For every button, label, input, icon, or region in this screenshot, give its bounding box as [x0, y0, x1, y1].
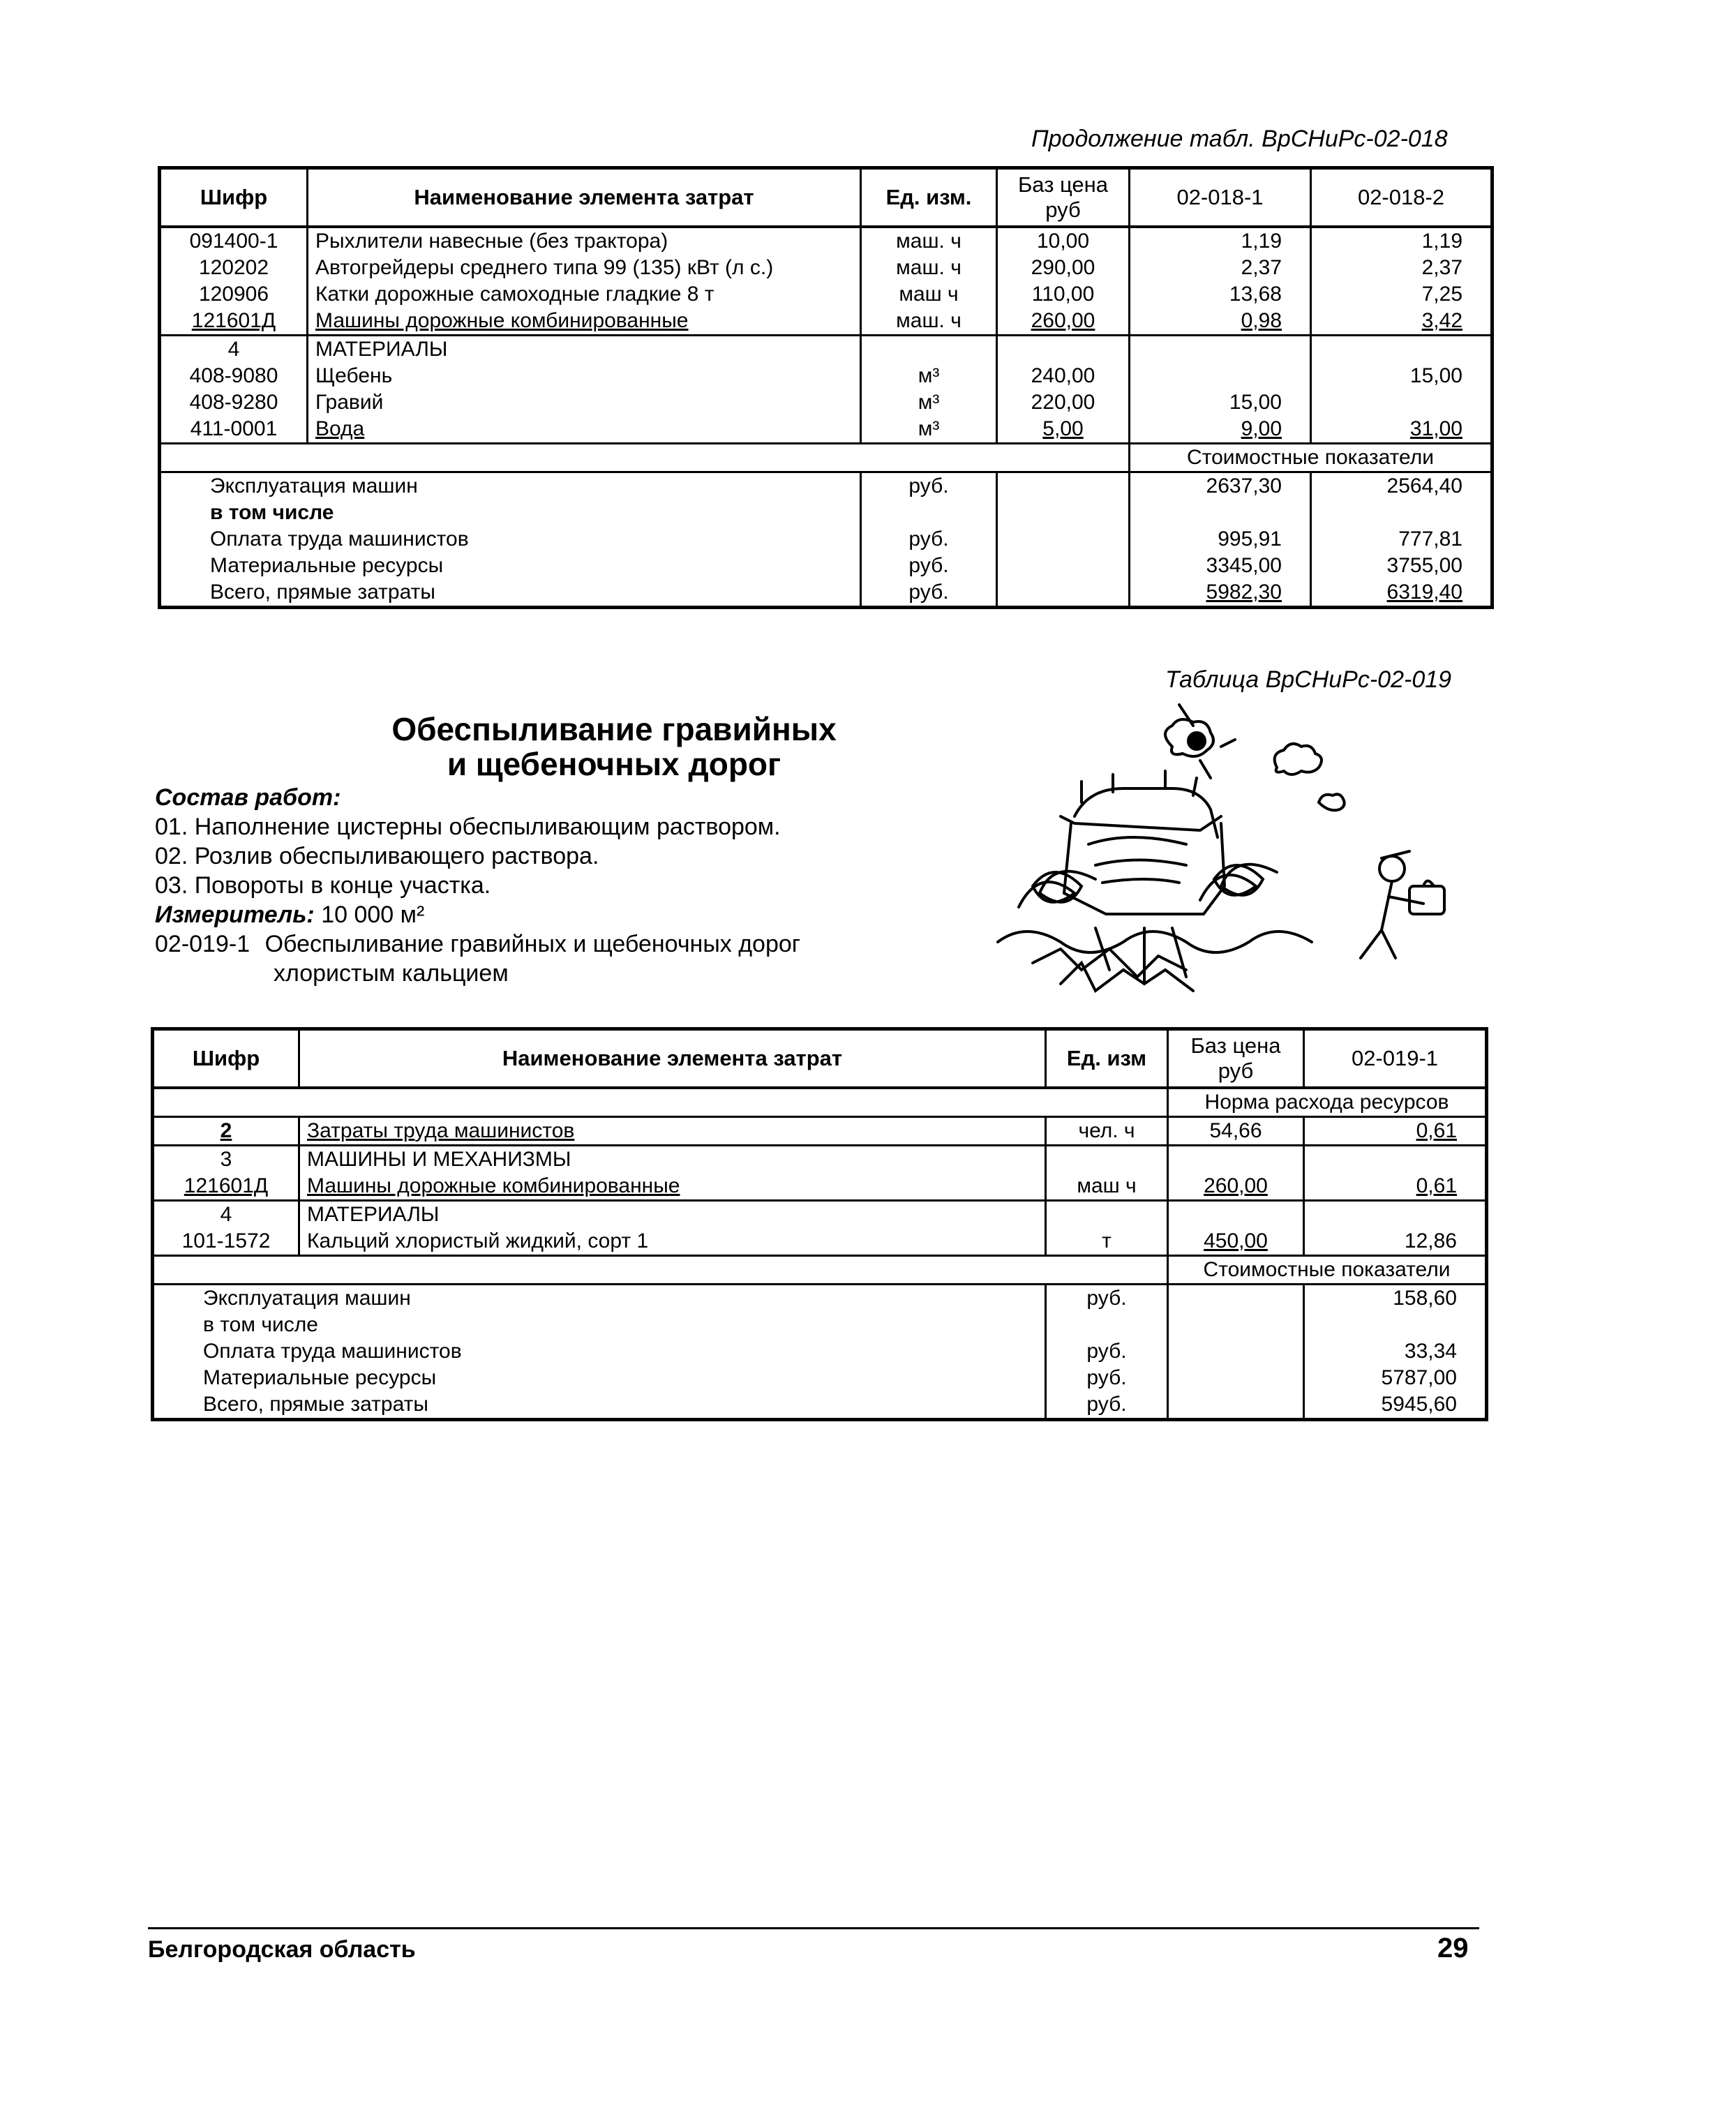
cell-code: 091400-1: [189, 229, 278, 253]
header-col-1: 02-018-1: [1130, 168, 1311, 227]
table-caption-continuation: Продолжение табл. ВрСНиРс-02-018: [1031, 126, 1448, 152]
header-col-2: 02-018-2: [1311, 168, 1492, 227]
cell-price: 450,00: [1204, 1229, 1268, 1252]
cost-value: 2637,30: [1206, 474, 1282, 497]
cell-value: 0,61: [1416, 1174, 1457, 1197]
table-row: [153, 1200, 1487, 1255]
cost-label: Материальные ресурсы: [210, 553, 444, 577]
cost-unit: руб.: [1086, 1286, 1127, 1310]
cost-value: 5982,30: [1206, 580, 1282, 604]
header-name: Наименование элемента затрат: [308, 168, 861, 227]
cell-code: 121601Д: [191, 308, 276, 332]
cost-value: 2564,40: [1386, 474, 1462, 497]
cost-value: 33,34: [1404, 1339, 1457, 1363]
cell-value: 31,00: [1409, 417, 1462, 440]
work-composition-label: Состав работ:: [155, 784, 341, 811]
cell-price: 220,00: [1031, 390, 1095, 414]
cost-label: Эксплуатация машин: [210, 474, 418, 497]
cell-unit: маш. ч: [896, 255, 961, 279]
cell-section-heading: МАШИНЫ И МЕХАНИЗМЫ: [307, 1147, 571, 1171]
step-item: 01. Наполнение цистерны обеспыливающим раствором.: [155, 814, 781, 840]
cell-name: Затраты труда машинистов: [299, 1116, 1046, 1145]
cell-price: 10,00: [1036, 229, 1090, 253]
cell-value: 15,00: [1409, 364, 1462, 387]
cell-unit: м³: [918, 390, 940, 414]
cost-label: Эксплуатация машин: [203, 1286, 411, 1310]
measure-label: Измеритель:: [155, 901, 315, 928]
resource-norm-label: Норма расхода ресурсов: [1168, 1088, 1487, 1117]
item-code: 02-019-1: [155, 931, 250, 957]
cell-unit: чел. ч: [1046, 1116, 1168, 1145]
cost-value: 5787,00: [1381, 1365, 1457, 1389]
section-title-line-1: Обеспыливание гравийных: [391, 711, 837, 747]
cost-value: [1319, 500, 1462, 526]
cell-value: 0,98: [1241, 308, 1282, 332]
cell-name: Машины дорожные комбинированные: [307, 1174, 680, 1197]
cost-value: [1312, 1312, 1457, 1338]
cell-unit: маш. ч: [896, 229, 961, 253]
cell-code: 101-1572: [181, 1229, 271, 1252]
cell-unit: м³: [918, 417, 940, 440]
cell-code: 408-9080: [189, 364, 278, 387]
table-row: [160, 472, 1492, 607]
cell-value: [1137, 363, 1282, 389]
cell-value: 2,37: [1241, 255, 1282, 279]
cost-value: 158,60: [1393, 1286, 1457, 1310]
cell-name: Машины дорожные комбинированные: [315, 308, 689, 332]
section-title: [293, 712, 935, 781]
header-base-price: Баз цена руб: [997, 168, 1130, 227]
cell-unit: маш. ч: [896, 308, 961, 332]
cell-section-heading: МАТЕРИАЛЫ: [307, 1202, 440, 1226]
table-row: [153, 1145, 1487, 1200]
cell-value: 2,37: [1421, 255, 1462, 279]
cost-unit: руб.: [1086, 1392, 1127, 1416]
cell-code: 120906: [198, 282, 269, 306]
footer-region: Белгородская область: [148, 1936, 416, 1963]
footer-rule: [148, 1927, 1479, 1929]
table-row: [160, 227, 1492, 336]
header-code: Шифр: [153, 1029, 299, 1088]
header-name: Наименование элемента затрат: [299, 1029, 1046, 1088]
cost-unit: руб.: [908, 474, 949, 497]
cost-unit: [1054, 1312, 1160, 1338]
cell-unit: маш ч: [899, 282, 959, 306]
header-code: Шифр: [160, 168, 308, 227]
cell-code: 2: [153, 1116, 299, 1145]
header-unit: Ед. изм.: [861, 168, 997, 227]
cost-table-02-019: [151, 1027, 1488, 1421]
cost-table-02-018: [158, 166, 1494, 609]
page-number: 29: [1437, 1933, 1469, 1963]
cost-unit: руб.: [908, 553, 949, 577]
cost-value: 995,91: [1218, 527, 1282, 551]
cost-label: Оплата труда машинистов: [203, 1339, 462, 1363]
item-line: [155, 929, 800, 959]
measure-value: 10 000 м²: [321, 901, 425, 928]
work-composition: [155, 783, 800, 988]
cost-label: в том числе: [203, 1312, 318, 1336]
cell-code: 120202: [198, 255, 269, 279]
cell-unit: маш ч: [1077, 1174, 1137, 1197]
header-base-price: Баз цена руб: [1168, 1029, 1304, 1088]
cell-value: 3,42: [1421, 308, 1462, 332]
header-col-1: 02-019-1: [1304, 1029, 1487, 1088]
cell-value: 1,19: [1421, 229, 1462, 253]
cost-indicators-label: Стоимостные показатели: [1130, 443, 1492, 472]
header-unit: Ед. изм: [1046, 1029, 1168, 1088]
cell-code: 408-9280: [189, 390, 278, 414]
cell-value: 7,25: [1421, 282, 1462, 306]
cell-name: Гравий: [315, 390, 384, 414]
cell-unit: м³: [918, 364, 940, 387]
cell-code: 411-0001: [190, 417, 278, 440]
step-item: 02. Розлив обеспыливающего раствора.: [155, 843, 599, 869]
measure-line: [155, 900, 800, 929]
cost-value: 6319,40: [1386, 580, 1462, 604]
cell-value: [1137, 336, 1282, 363]
cost-unit: руб.: [908, 527, 949, 551]
cell-unit: т: [1102, 1229, 1112, 1252]
cell-value: 0,61: [1304, 1116, 1487, 1145]
cell-section-heading: МАТЕРИАЛЫ: [315, 337, 448, 361]
cell-code: 4: [227, 337, 240, 361]
cell-price: 260,00: [1031, 308, 1095, 332]
cell-name: Щебень: [315, 364, 393, 387]
cell-price: 110,00: [1031, 282, 1095, 306]
cell-name: Кальций хлористый жидкий, сорт 1: [307, 1229, 649, 1252]
item-desc-line-1: Обеспыливание гравийных и щебеночных дорог: [264, 931, 801, 957]
step-item: 03. Повороты в конце участка.: [155, 872, 491, 899]
cost-label: в том числе: [210, 500, 334, 524]
table-row: [153, 1284, 1487, 1419]
cell-value: 15,00: [1229, 390, 1282, 414]
cost-value: 3755,00: [1386, 553, 1462, 577]
cost-unit: руб.: [1086, 1339, 1127, 1363]
road-truck-cartoon: [991, 698, 1465, 1005]
cell-price: 5,00: [1042, 417, 1084, 440]
cost-label: Материальные ресурсы: [203, 1365, 437, 1389]
cell-code: 3: [220, 1147, 232, 1171]
cell-price: 240,00: [1031, 364, 1095, 387]
cost-value: 777,81: [1398, 527, 1462, 551]
section-title-line-2: и щебеночных дорог: [447, 746, 781, 782]
table-row: [153, 1116, 1487, 1145]
cell-value: 1,19: [1241, 229, 1282, 253]
cost-indicators-label: Стоимостные показатели: [1168, 1255, 1487, 1284]
cell-price: 260,00: [1204, 1174, 1268, 1197]
item-desc-line-2: хлористым кальцием: [274, 960, 509, 987]
table-row: [160, 335, 1492, 443]
cost-unit: руб.: [908, 580, 949, 604]
cell-code: 121601Д: [184, 1174, 269, 1197]
cell-name: Катки дорожные самоходные гладкие 8 т: [315, 282, 714, 306]
cell-name: Рыхлители навесные (без трактора): [315, 229, 668, 253]
cost-unit: руб.: [1086, 1365, 1127, 1389]
cost-value: 5945,60: [1381, 1392, 1457, 1416]
cost-value: 3345,00: [1206, 553, 1282, 577]
cost-label: Оплата труда машинистов: [210, 527, 469, 551]
cell-unit: [869, 336, 989, 363]
cell-code: 4: [220, 1202, 232, 1226]
cell-price: 290,00: [1031, 255, 1095, 279]
cost-value: [1137, 500, 1282, 526]
cell-name: Вода: [315, 417, 365, 440]
cell-price: 54,66: [1168, 1116, 1304, 1145]
cell-value: 9,00: [1241, 417, 1282, 440]
cell-value: [1319, 336, 1462, 363]
table-caption-02-019: Таблица ВрСНиРс-02-019: [1165, 666, 1452, 693]
cell-value: 12,86: [1404, 1229, 1457, 1252]
cost-label: Всего, прямые затраты: [203, 1392, 428, 1416]
cost-label: Всего, прямые затраты: [210, 580, 435, 604]
cell-value: [1319, 389, 1462, 416]
cell-name: Автогрейдеры среднего типа 99 (135) кВт (л с.): [315, 255, 774, 279]
cell-price: [1005, 336, 1121, 363]
cell-value: 13,68: [1229, 282, 1282, 306]
cost-unit: [869, 500, 989, 526]
